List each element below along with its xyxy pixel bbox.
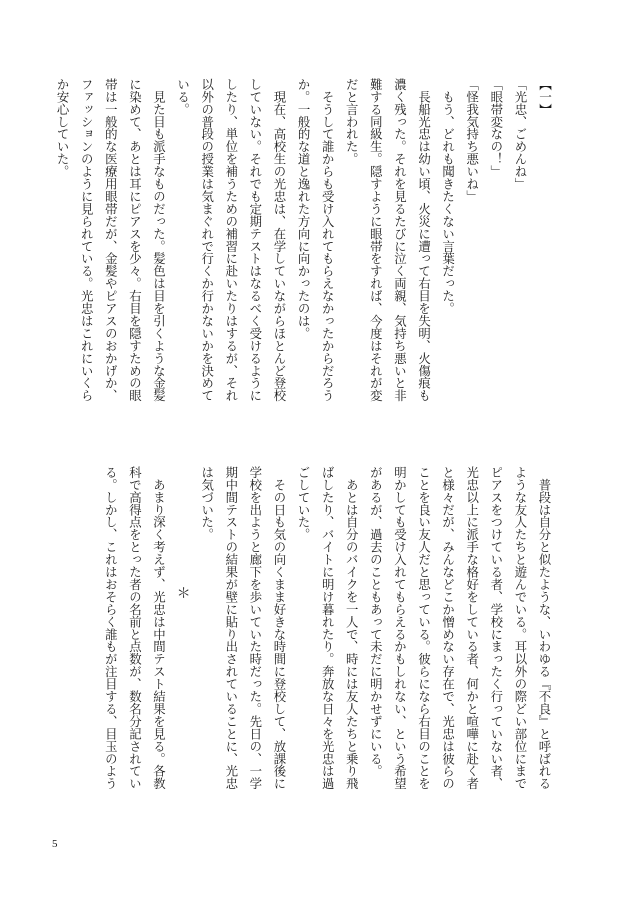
text-line: 普段は自分と似たような、いわゆる『不良』と呼ばれる (537, 466, 552, 790)
text-line: そうして誰からも受け入れてもらえなかったからだろう (320, 78, 336, 402)
text-line: もう、どれも聞きたくない言葉だった。 (440, 78, 456, 315)
text-line: 科で高得点をとった者の名前と点数が、数名分記されてい (127, 466, 143, 790)
text-line: に染めて、あとは耳にピアスを少々。右目を隠すための眼 (127, 78, 143, 402)
text-line: 濃く残った。それを見るたびに泣く両親、気持ち悪いと非 (392, 78, 408, 402)
text-line: 「怪我気持ち悪いね」 (464, 78, 480, 203)
text-line: 帯は一般的な医療用眼帯だが、金髪やピアスのおかげか、 (103, 78, 119, 402)
upper-text-tier (55, 78, 556, 413)
text-line: があるが、過去のこともあって未だに明かせずにいる。 (368, 466, 384, 778)
text-line: 現在、高校生の光忠は、在学していながらほとんど登校 (271, 78, 287, 402)
text-line: る。しかし、これはおそらく誰もが注目する、目玉のよう (103, 466, 119, 790)
text-line: ような友人たちと遊んでいる。耳以外の際どい部位にまで (512, 466, 528, 790)
text-line: か安心していた。 (55, 78, 71, 178)
text-line: したり、単位を補うための補習に赴いたりはするが、それ (223, 78, 239, 402)
text-line: ピアスをつけている者、学校にまったく行っていない者、 (488, 466, 504, 790)
text-line: いる。 (175, 78, 191, 116)
text-line: だと言われた。 (344, 78, 360, 166)
text-line: 期中間テストの結果が壁に貼り出されていることに、光忠 (223, 466, 239, 790)
text-line: 学校を出ようと廊下を歩いていた時だった。先日の、一学 (247, 466, 263, 790)
text-line: 光忠以上に派手な格好をしている者、何かと喧嘩に赴く者 (464, 466, 480, 790)
text-line: ごしていた。 (296, 466, 312, 541)
text-line: 見た目も派手なものだった。髪色は目を引くような金髪 (151, 78, 167, 402)
text-line: あまり深く考えず、光忠は中間テスト結果を見る。各教 (151, 466, 167, 790)
text-line: は気づいた。 (199, 466, 215, 541)
text-line: 明かしても受け入れてもらえるかもしれない、という希望 (392, 466, 408, 790)
text-line: していない。それでも定期テストはなるべく受けるように (247, 78, 263, 402)
text-line: 「眼帯変なの！」 (488, 78, 504, 178)
text-line: その日も気の向くまま好きな時間に登校して、放課後に (271, 466, 287, 790)
text-line: ファッションのように見られている。光忠はこれにいくら (79, 78, 95, 402)
text-line: 難する同級生。隠すように眼帯をすれば、今度はそれが変 (368, 78, 384, 402)
lower-text-tier (66, 466, 556, 804)
text-line: ことを良い友人だと思っている。彼らになら右目のことを (416, 466, 432, 790)
text-line: ばしたり、バイトに明け暮れたり。奔放な日々を光忠は過 (320, 466, 336, 790)
text-line: あとは自分のバイクを一人で、時には友人たちと乗り飛 (344, 466, 360, 790)
text-line: か。一般的な道と逸れた方向に向かったのは。 (296, 78, 312, 340)
text-line: 「光忠、ごめんね」 (512, 78, 528, 191)
text-line: 長船光忠は幼い頃、火災に遭って右目を失明、火傷痕も (416, 78, 432, 402)
text-line: 以外の普段の授業は気まぐれで行くか行かないかを決めて (199, 78, 215, 402)
page-number: 5 (52, 838, 58, 850)
section-break: ＊ (174, 586, 191, 601)
chapter-heading: 【一】 (537, 78, 552, 116)
text-line: と様々だが、みんなどこか憎めない存在で、光忠は彼らの (440, 466, 456, 790)
